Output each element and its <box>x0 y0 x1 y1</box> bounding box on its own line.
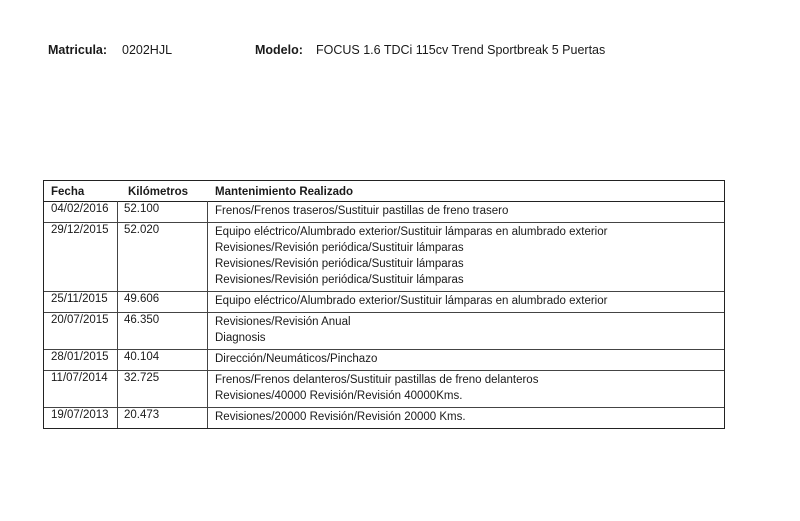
maintenance-item: Diagnosis <box>215 332 266 344</box>
maintenance-item: Revisiones/Revisión periódica/Sustituir lámparas <box>215 258 464 270</box>
table-body <box>44 202 724 428</box>
kilometros-cell: 20.473 <box>124 409 160 421</box>
column-divider <box>207 201 208 428</box>
modelo-label: Modelo: <box>255 43 303 57</box>
maintenance-item: Revisiones/Revisión periódica/Sustituir lámparas <box>215 274 464 286</box>
kilometros-cell: 40.104 <box>124 351 160 363</box>
maintenance-item: Revisiones/Revisión Anual <box>215 316 351 328</box>
kilometros-cell: 52.020 <box>124 224 160 236</box>
mantenimiento-cell <box>215 314 351 346</box>
fecha-cell: 28/01/2015 <box>51 351 109 363</box>
maintenance-item: Revisiones/20000 Revisión/Revisión 20000 Kms. <box>215 411 466 423</box>
table-header <box>44 181 724 202</box>
kilometros-cell: 32.725 <box>124 372 160 384</box>
table-row <box>44 371 724 408</box>
maintenance-item: Frenos/Frenos delanteros/Sustituir pastillas de freno delanteros <box>215 374 539 386</box>
table-row <box>44 408 724 428</box>
table-row <box>44 313 724 350</box>
column-header-mantenimiento: Mantenimiento Realizado <box>215 186 354 198</box>
mantenimiento-cell <box>215 293 607 309</box>
maintenance-item: Equipo eléctrico/Alumbrado exterior/Sustituir lámparas en alumbrado exterior <box>215 226 608 238</box>
table-row <box>44 223 724 292</box>
column-header-kilometros: Kilómetros <box>128 186 189 198</box>
maintenance-item: Frenos/Frenos traseros/Sustituir pastillas de freno trasero <box>215 205 509 217</box>
fecha-cell: 19/07/2013 <box>51 409 109 421</box>
fecha-cell: 04/02/2016 <box>51 203 109 215</box>
matricula-label: Matricula: <box>48 43 108 57</box>
mantenimiento-cell <box>215 224 607 288</box>
maintenance-table <box>43 180 725 429</box>
table-row <box>44 292 724 313</box>
modelo-value: FOCUS 1.6 TDCi 115cv Trend Sportbreak 5 Puertas <box>316 43 606 57</box>
table-row <box>44 350 724 371</box>
kilometros-cell: 46.350 <box>124 314 160 326</box>
mantenimiento-cell <box>215 203 508 219</box>
mantenimiento-cell <box>215 409 466 425</box>
matricula-value: 0202HJL <box>122 43 173 57</box>
kilometros-cell: 49.606 <box>124 293 160 305</box>
maintenance-item: Dirección/Neumáticos/Pinchazo <box>215 353 378 365</box>
maintenance-item: Revisiones/40000 Revisión/Revisión 40000Kms. <box>215 390 463 402</box>
column-header-fecha: Fecha <box>51 186 85 198</box>
fecha-cell: 20/07/2015 <box>51 314 109 326</box>
maintenance-item: Equipo eléctrico/Alumbrado exterior/Sustituir lámparas en alumbrado exterior <box>215 295 608 307</box>
mantenimiento-cell <box>215 372 538 404</box>
fecha-cell: 29/12/2015 <box>51 224 109 236</box>
table-row <box>44 202 724 223</box>
maintenance-item: Revisiones/Revisión periódica/Sustituir lámparas <box>215 242 464 254</box>
mantenimiento-cell <box>215 351 377 367</box>
fecha-cell: 11/07/2014 <box>51 372 108 384</box>
kilometros-cell: 52.100 <box>124 203 160 215</box>
fecha-cell: 25/11/2015 <box>51 293 108 305</box>
column-divider <box>117 201 118 428</box>
